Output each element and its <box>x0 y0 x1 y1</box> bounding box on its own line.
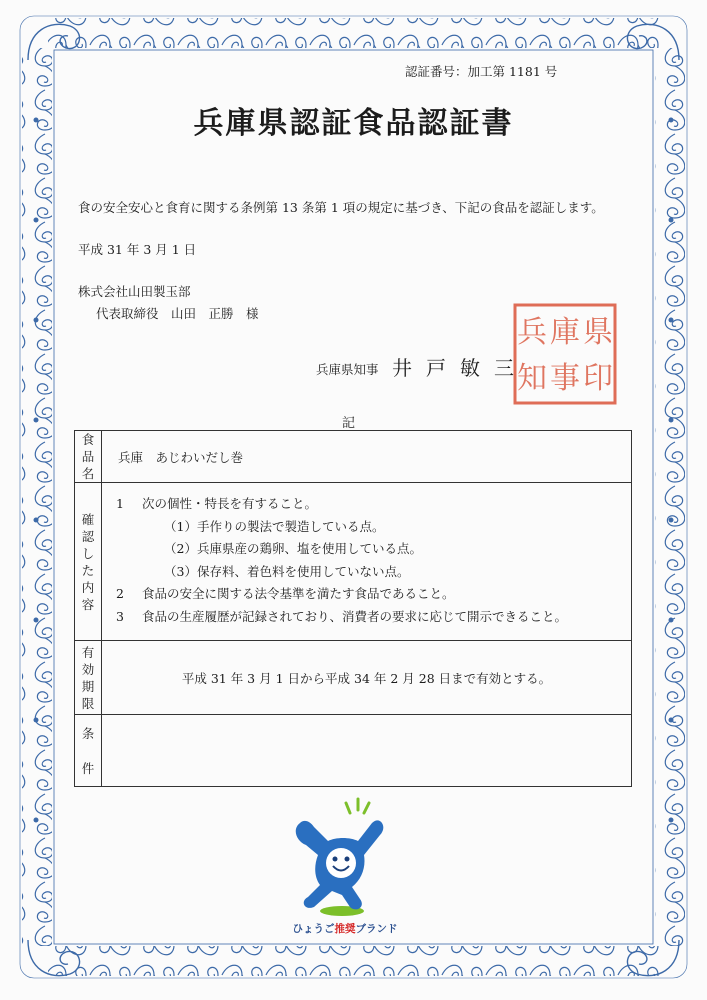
list-item: （3）保存料、着色料を使用していない点。 <box>164 563 410 579</box>
seal-char: 事 <box>550 361 580 396</box>
official-seal-stamp <box>512 302 618 406</box>
validity-value: 平成 31 年 3 月 1 日から平成 34 年 2 月 28 日まで有効とする。 <box>102 641 632 715</box>
list-item: 1 次の個性・特長を有すること。 <box>116 496 318 511</box>
product-name-value: 兵庫 あじわいだし巻 <box>102 431 632 483</box>
recipient-company: 株式会社山田製玉部 <box>78 284 191 299</box>
confirmed-content-cell <box>102 483 632 641</box>
certificate-number: 認証番号：加工第 1181 号 <box>405 64 558 79</box>
table-row-confirmed <box>75 483 632 641</box>
seal-char: 庫 <box>550 315 580 350</box>
table-row-validity <box>75 641 632 715</box>
recipient-representative: 代表取締役 山田 正勝 様 <box>96 306 259 321</box>
list-item: （2）兵庫県産の鶏卵、塩を使用している点。 <box>164 541 422 556</box>
ki-label: 記 <box>342 416 356 431</box>
document-title: 兵庫県認証食品認証書 <box>193 106 514 141</box>
seal-char: 県 <box>583 315 613 350</box>
table-row-conditions <box>75 715 632 787</box>
issue-date: 平成 31 年 3 月 1 日 <box>78 242 197 257</box>
seal-char: 印 <box>583 361 613 396</box>
conditions-header: 条 件 <box>75 715 102 787</box>
table-row-product <box>75 431 632 483</box>
brand-text: ひょうご推奨ブランド <box>292 923 398 935</box>
confirmed-content-header: 確 認 し た 内 容 <box>75 483 102 641</box>
issuer-name: 井戸敏三 <box>392 356 528 380</box>
mascot-face <box>326 848 356 878</box>
list-item: 2 食品の安全に関する法令基準を満たす食品であること。 <box>116 586 455 601</box>
certification-statement: 食の安全安心と食育に関する条例第 13 条第 1 項の規定に基づき、下記の食品を認証します。 <box>78 200 604 215</box>
validity-header: 有 効 期 限 <box>75 641 102 715</box>
issuer-title: 兵庫県知事 <box>316 362 379 377</box>
seal-char: 知 <box>517 361 547 396</box>
seal-char: 兵 <box>517 315 547 350</box>
certification-table <box>74 430 632 787</box>
conditions-value <box>102 715 632 787</box>
sparkle-icon <box>346 799 369 813</box>
confirmed-content-list <box>102 483 631 628</box>
product-name-header: 食 品 名 <box>75 431 102 483</box>
list-item: 3 食品の生産履歴が記録されており、消費者の要求に応じて開示できること。 <box>116 608 568 624</box>
hyogo-brand-logo <box>270 795 420 940</box>
list-item: （1）手作りの製法で製造している点。 <box>164 518 385 534</box>
